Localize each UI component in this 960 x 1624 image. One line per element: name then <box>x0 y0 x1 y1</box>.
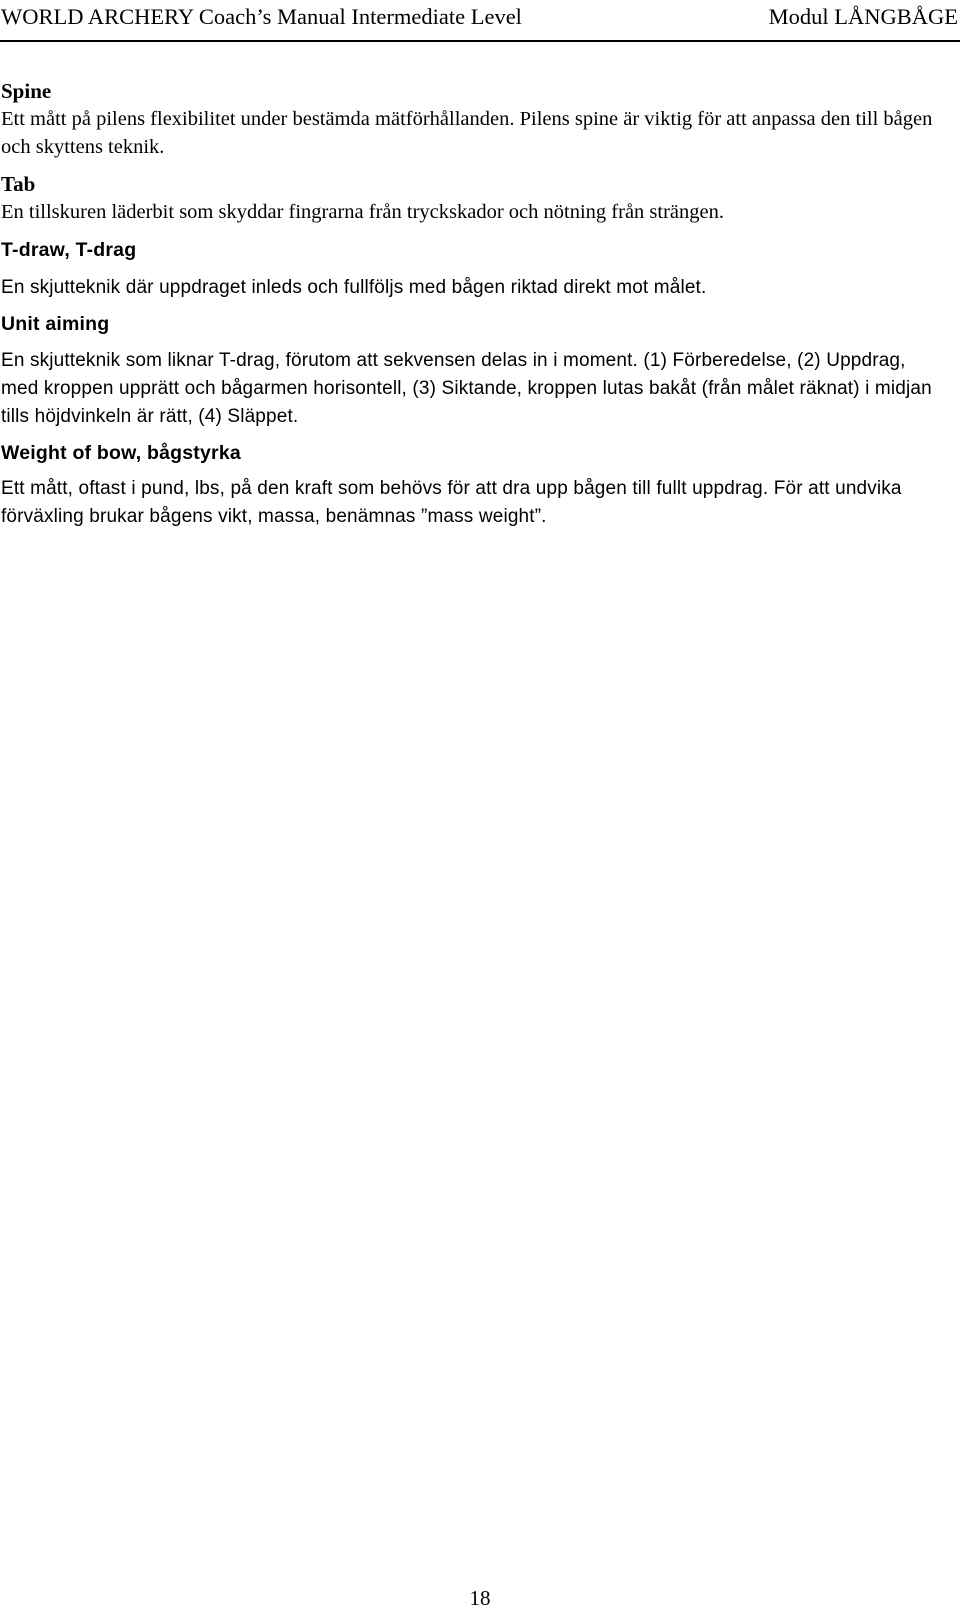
glossary-definition: Ett mått, oftast i pund, lbs, på den kraft som behövs för att dra upp bågen till fullt uppdrag. För att undvika förväxling brukar bågens vikt, massa, benämnas ”mass weight”. <box>1 478 902 527</box>
glossary-list <box>1 77 941 531</box>
glossary-entry-t-draw <box>1 236 941 302</box>
header-divider <box>0 40 960 42</box>
glossary-entry-weight-of-bow <box>1 439 941 531</box>
glossary-entry-spine <box>1 77 941 161</box>
glossary-entry-unit-aiming <box>1 310 941 431</box>
glossary-definition: En skjutteknik som liknar T-drag, förutom att sekvensen delas in i moment. (1) Förberedelse, (2) Uppdrag, med kroppen upprätt och bågarmen horisontell, (3) Siktande, kroppen lutas bakåt (från målet räknat) i midjan tills höjdvinkeln är rätt, (4) Släppet. <box>1 350 932 427</box>
glossary-term: Weight of bow, bågstyrka <box>1 442 241 464</box>
page-header <box>0 2 960 32</box>
glossary-definition: En tillskuren läderbit som skyddar fingrarna från tryckskador och nötning från strängen. <box>1 201 724 223</box>
glossary-entry-tab <box>1 170 941 226</box>
glossary-term: Unit aiming <box>1 313 110 335</box>
header-title: WORLD ARCHERY Coach’s Manual Intermediate Level <box>1 4 522 29</box>
glossary-definition: Ett mått på pilens flexibilitet under bestämda mätförhållanden. Pilens spine är viktig för att anpassa den till bågen och skyttens teknik. <box>1 108 933 158</box>
glossary-term: Tab <box>1 172 36 196</box>
glossary-term: T-draw, T-drag <box>1 239 137 261</box>
glossary-definition: En skjutteknik där uppdraget inleds och fullföljs med bågen riktad direkt mot målet. <box>1 277 707 298</box>
glossary-term: Spine <box>1 79 52 103</box>
page-number: 18 <box>469 1586 491 1610</box>
header-module: Modul LÅNGBÅGE <box>768 4 958 29</box>
